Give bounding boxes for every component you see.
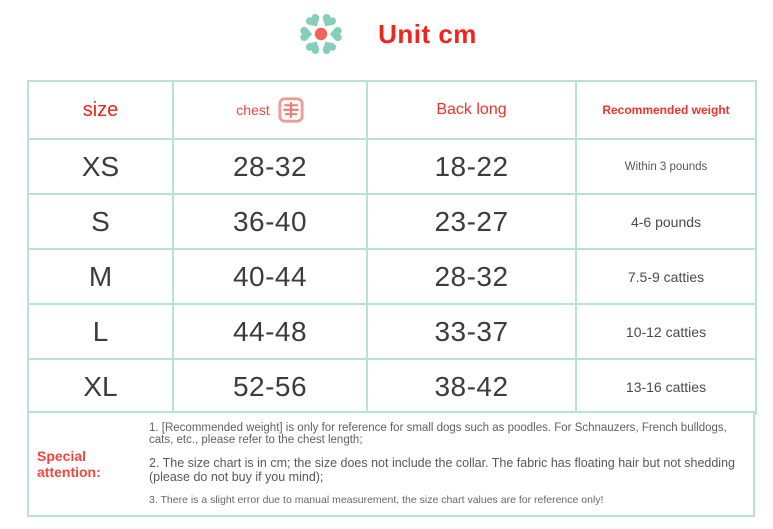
chest-cell: 28-32 <box>173 139 367 194</box>
chest-cell: 52-56 <box>173 359 367 414</box>
weight-cell: 13-16 catties <box>576 359 756 414</box>
size-cell: L <box>28 304 173 359</box>
chest-girth-stamp-icon <box>278 97 304 123</box>
flower-icon <box>296 9 346 59</box>
table-row-xl <box>28 359 756 414</box>
table-row-xs <box>28 139 756 194</box>
back-long-cell: 38-42 <box>367 359 576 414</box>
weight-cell: Within 3 pounds <box>576 139 756 194</box>
note-item-1: 1. [Recommended weight] is only for reference for small dogs such as poodles. For Schnauzers, French bulldogs, cats, etc., please refer to the chest length; <box>149 422 727 446</box>
page-title: Unit cm <box>378 18 477 49</box>
back-long-cell: 28-32 <box>367 249 576 304</box>
col-header-size: size <box>28 81 173 139</box>
back-long-cell: 33-37 <box>367 304 576 359</box>
col-header-chest-label: chest <box>236 102 270 118</box>
chest-cell: 44-48 <box>173 304 367 359</box>
special-attention-box <box>27 411 755 517</box>
table-row-l <box>28 304 756 359</box>
table-row-m <box>28 249 756 304</box>
table-row-s <box>28 194 756 249</box>
page-header <box>0 6 773 62</box>
col-header-recommended-weight: Recommended weight <box>576 81 756 139</box>
size-cell: XS <box>28 139 173 194</box>
back-long-cell: 23-27 <box>367 194 576 249</box>
note-item-2: 2. The size chart is in cm; the size does not include the collar. The fabric has floating hair but not shedding (please do not buy if you mind); <box>149 456 735 484</box>
special-attention-label: Special attention: <box>37 448 101 480</box>
weight-cell: 10-12 catties <box>576 304 756 359</box>
size-cell: XL <box>28 359 173 414</box>
col-header-chest <box>173 81 367 139</box>
chest-cell: 40-44 <box>173 249 367 304</box>
table-header-row <box>28 81 756 139</box>
back-long-cell: 18-22 <box>367 139 576 194</box>
size-cell: M <box>28 249 173 304</box>
chest-cell: 36-40 <box>173 194 367 249</box>
size-chart-table <box>27 80 757 415</box>
size-cell: S <box>28 194 173 249</box>
notes-list <box>149 422 753 506</box>
col-header-back-long: Back long <box>367 81 576 139</box>
note-item-3: 3. There is a slight error due to manual measurement, the size chart values are for reference only! <box>149 494 604 506</box>
weight-cell: 4-6 pounds <box>576 194 756 249</box>
weight-cell: 7.5-9 catties <box>576 249 756 304</box>
